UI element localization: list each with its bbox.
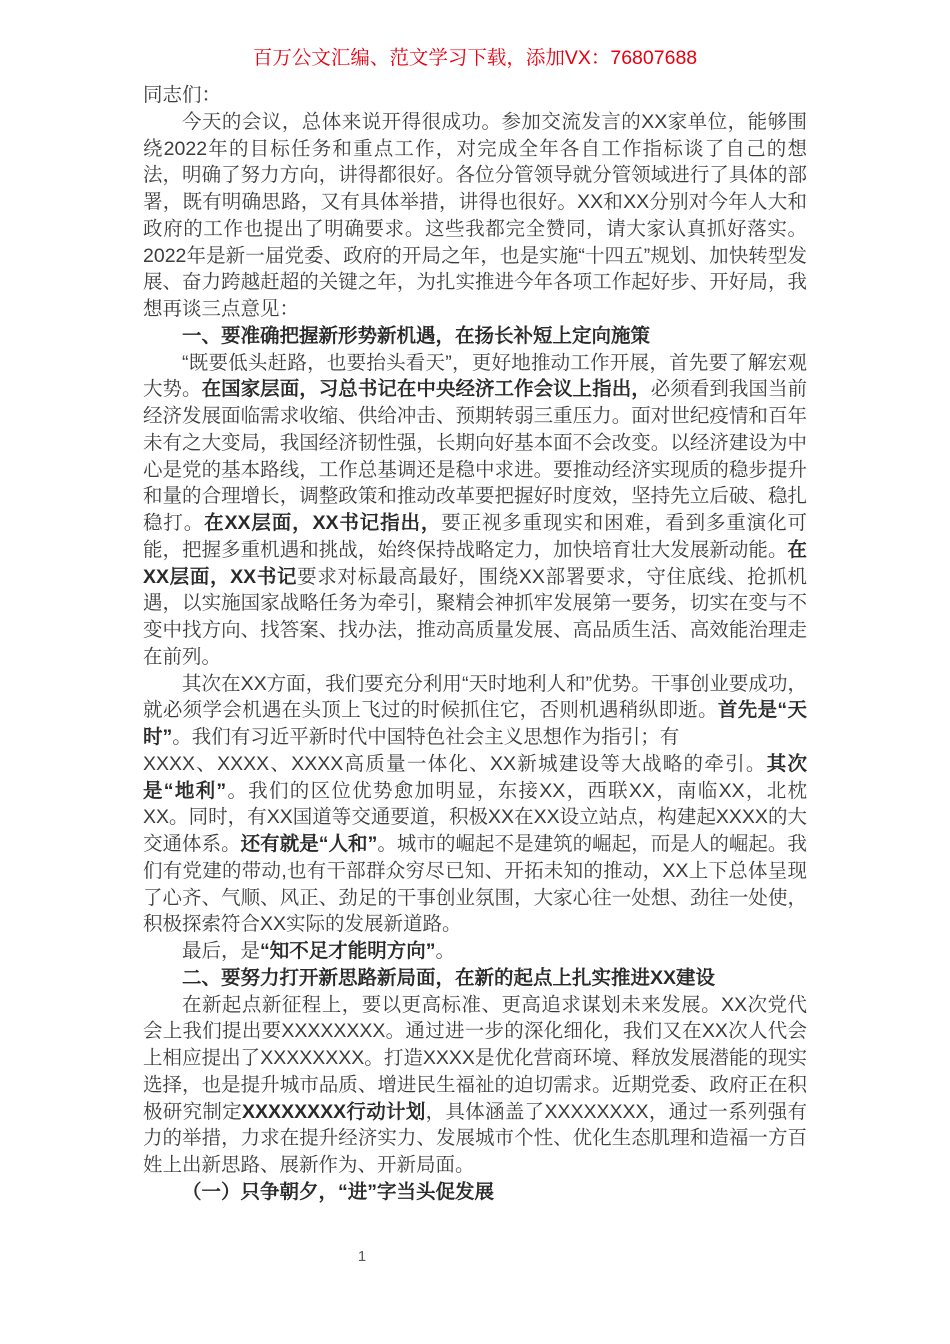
- bold-text-run: 在XX层面，XX书记指出，: [204, 512, 442, 534]
- body-paragraph: [143, 82, 807, 109]
- body-paragraph: [143, 938, 807, 965]
- text-run: 在新起点新征程上，要以更高标准、更高追求谋划未来发展。XX次党代会上我们提出要XXXXXXXX。通过进一步的深化细化，我们又在XX次人代会上相应提出了XXXXXXXX。打造XXXX是优化营商环境、释放发展潜能的现实选择，也是提升城市品质、增进民生福祉的迫切需求。近期党委、政府正在积极研究制定: [143, 993, 807, 1123]
- bold-text-run: 还有就是“人和”: [240, 833, 378, 855]
- bold-text-run: 其次是“地利”: [143, 752, 807, 802]
- text-run: 要求对标最高最好，围绕XX部署要求，守住底线、抢抓机遇，以实施国家战略任务为牵引，聚精会神抓牢发展第一要务，切实在变与不变中找方向、找答案、找办法，推动高质量发展、高品质生活、高效能治理走在前列。: [143, 565, 808, 668]
- text-run: 要正视多重现实和困难，看到多重演化可能，把握多重机遇和挑战，始终保持战略定力，加快培育壮大发展新动能。: [143, 512, 807, 561]
- text-run: ，具体涵盖了XXXXXXXX，通过一系列强有力的举措，力求在提升经济实力、发展城市个性、优化生态肌理和造福一方百姓上出新思路、展新作为、开新局面。: [143, 1100, 807, 1176]
- bold-text-run: 一、要准确把握新形势新机遇，在扬长补短上定向施策: [182, 324, 651, 347]
- text-run: “既要低头赶路，也要抬头看天”，更好地推动工作开展，首先要了解宏观大势。: [143, 351, 807, 401]
- page-number: 1: [357, 1248, 367, 1265]
- bold-text-run: 首先是“天时”: [143, 699, 807, 748]
- heading-paragraph: [143, 323, 807, 350]
- bold-text-run: 二、要努力打开新思路新局面，在新的起点上扎实推进XX建设: [182, 966, 716, 989]
- bold-text-run: （一）只争朝夕，“进”字当头促发展: [182, 1180, 495, 1203]
- bold-text-run: XXXXXXXX行动计划: [242, 1100, 426, 1123]
- document-body: [143, 82, 807, 1206]
- text-run: 必须看到我国当前经济发展面临需求收缩、供给冲击、预期转弱三重压力。面对世纪疫情和百年未有之大变局，我国经济韧性强，长期向好基本面不会改变。以经济建设为中心是党的基本路线，工作总基调还是稳中求进。要推动经济实现质的稳步提升和量的合理增长，调整政策和推动改革要把握好时度效，坚持先立后破、稳扎稳打。: [143, 378, 807, 534]
- body-paragraph: [143, 671, 807, 939]
- bold-text-run: 在XX层面，XX书记: [143, 538, 807, 588]
- text-run: 。我们有习近平新时代中国特色社会主义思想作为指引；有: [172, 726, 680, 748]
- heading-paragraph: [143, 965, 807, 992]
- bold-text-run: 在国家层面，习总书记在中央经济工作会议上指出，: [201, 378, 651, 401]
- body-paragraph: [143, 109, 807, 323]
- body-paragraph: [143, 992, 807, 1179]
- text-run: 最后，是: [182, 940, 261, 962]
- heading-paragraph: [143, 1179, 807, 1206]
- text-run: 其次在XX方面，我们要充分利用“天时地利人和”优势。干事创业要成功，就必须学会机遇在头顶上飞过的时候抓住它，否则机遇稍纵即逝。: [143, 672, 807, 722]
- text-run: 同志们：: [143, 84, 222, 106]
- text-run: 。我们的区位优势愈加明显，东接XX，西联XX，南临XX，北枕XX。同时，有XX国道等交通要道，积极XX在XX设立站点，构建起XXXX的大交通体系。: [143, 779, 807, 855]
- text-run: 今天的会议，总体来说开得很成功。参加交流发言的XX家单位，能够围绕2022年的目标任务和重点工作，对完成全年各自工作指标谈了自己的想法，明确了努力方向，讲得都很好。各位分管领导就分管领域进行了具体的部署，既有明确思路，又有具体举措，讲得也很好。XX和XX分别对今年人大和政府的工作也提出了明确要求。这些我都完全赞同，请大家认真抓好落实。2022年是新一届党委、政府的开局之年，也是实施“十四五”规划、加快转型发展、奋力跨越赶超的关键之年，为扎实推进今年各项工作起好步、开好局，我想再谈三点意见：: [143, 110, 807, 320]
- bold-text-run: “知不足才能明方向”: [260, 940, 436, 962]
- text-run: XXXX、XXXX、XXXX高质量一体化、XX新城建设等大战略的牵引。: [143, 752, 767, 775]
- text-run: 。城市的崛起不是建筑的崛起，而是人的崛起。我们有党建的带动,也有干部群众穷尽已知、开拓未知的推动，XX上下总体呈现了心齐、气顺、风正、劲足的干事创业氛围，大家心往一处想、劲往一处使，积极探索符合XX实际的发展新道路。: [143, 833, 807, 936]
- promo-header-text: 百万公文汇编、范文学习下载，添加VX：76807688: [252, 47, 698, 69]
- text-run: 。: [435, 940, 456, 962]
- body-paragraph: [143, 350, 807, 671]
